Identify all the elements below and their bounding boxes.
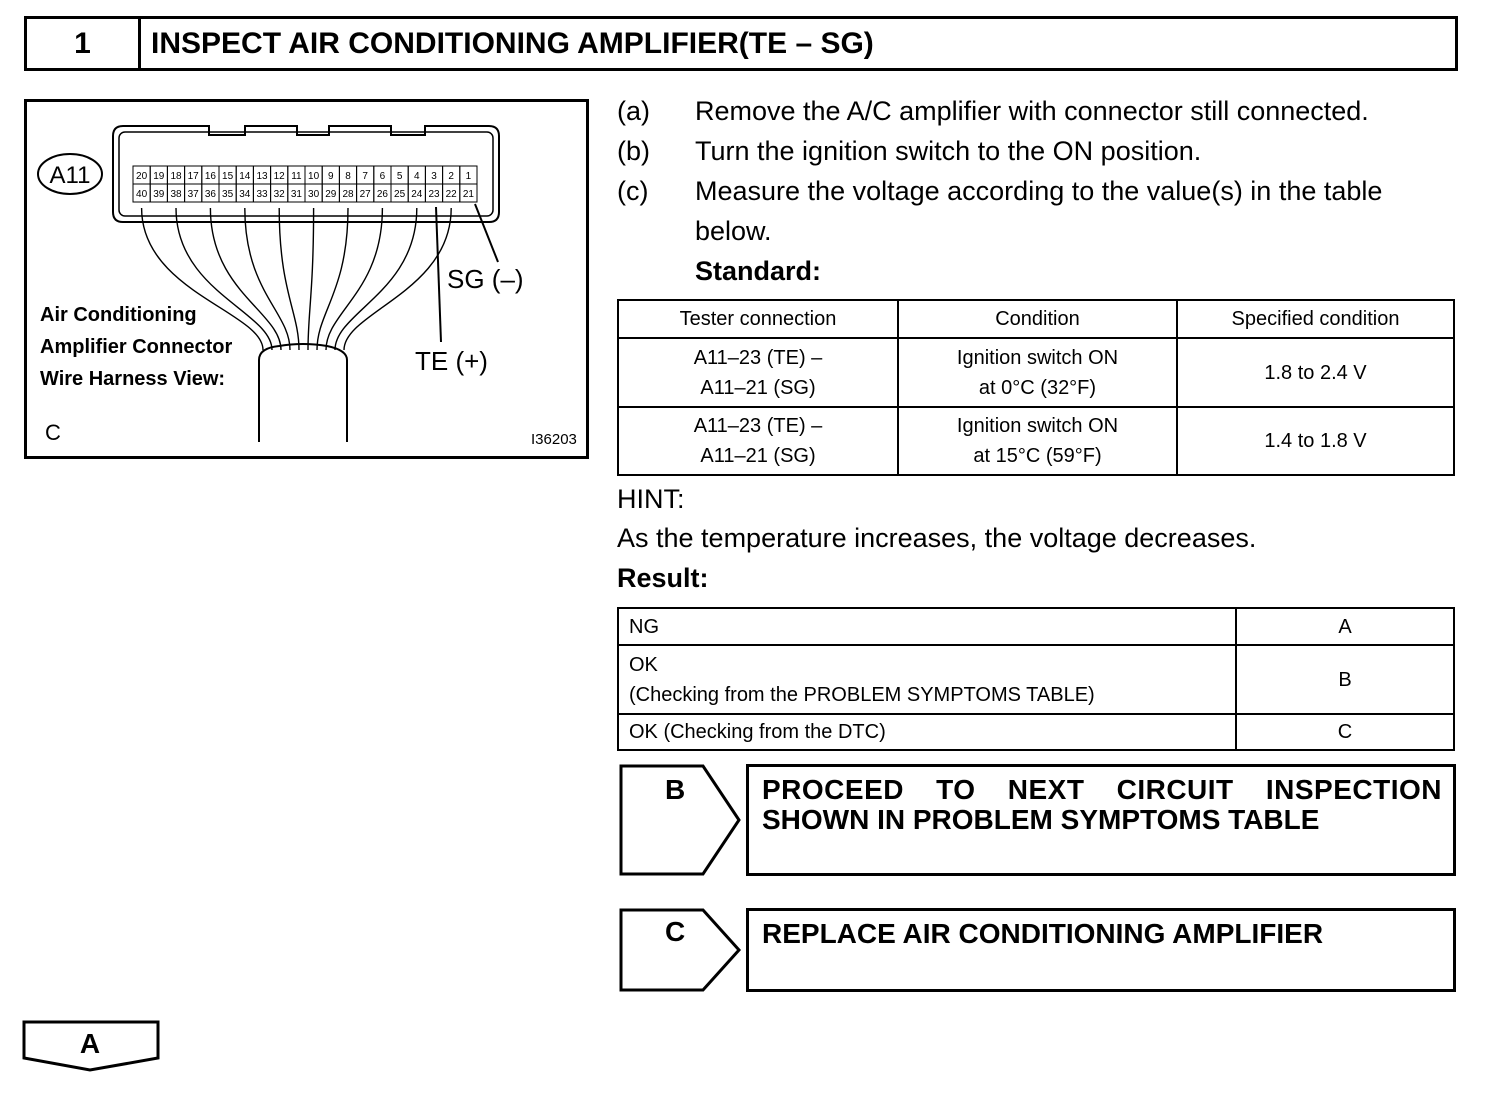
pin-number: 3 xyxy=(431,171,437,182)
col-header: Condition xyxy=(898,300,1177,338)
table-row xyxy=(618,645,1454,714)
branch-tag-c xyxy=(619,908,743,992)
step-b-letter: (b) xyxy=(617,136,650,166)
table-row xyxy=(618,338,1454,407)
spec-cell: 1.4 to 1.8 V xyxy=(1177,407,1454,475)
pin-number: 27 xyxy=(359,189,371,200)
pin-number: 32 xyxy=(273,189,285,200)
connector-figure xyxy=(24,99,589,459)
caption-line-2: Amplifier Connector xyxy=(40,336,233,358)
result-cell: NG xyxy=(618,608,1236,645)
pin-number: 11 xyxy=(291,171,302,182)
pin-number: 39 xyxy=(153,189,165,200)
step-header xyxy=(24,16,1458,71)
result-code-cell: C xyxy=(1236,714,1454,750)
sg-leader xyxy=(475,204,498,262)
hint-text: As the temperature increases, the voltage decreases. xyxy=(617,523,1257,553)
pin-number: 18 xyxy=(170,171,182,182)
tester-connection-cell: A11–23 (TE) – A11–21 (SG) xyxy=(618,407,898,475)
pin-number: 6 xyxy=(379,171,386,182)
pin-number: 29 xyxy=(325,189,337,200)
pin-number: 33 xyxy=(256,189,268,200)
pin-number: 28 xyxy=(342,189,354,200)
pin-number: 36 xyxy=(204,189,216,200)
action-text-line-1: PROCEED TO NEXT CIRCUIT INSPECTION xyxy=(762,774,1442,805)
action-text-line-2: SHOWN IN PROBLEM SYMPTOMS TABLE xyxy=(762,804,1320,835)
pin-number: 17 xyxy=(187,171,199,182)
pin-number: 22 xyxy=(445,189,457,200)
table-row xyxy=(618,608,1454,645)
condition-cell: Ignition switch ON at 15°C (59°F) xyxy=(898,407,1177,475)
col-header: Tester connection xyxy=(618,300,898,338)
sg-label: SG (–) xyxy=(447,264,524,294)
standard-label: Standard: xyxy=(695,256,822,286)
pin-number: 9 xyxy=(328,171,334,182)
pin-number: 8 xyxy=(345,171,351,182)
standard-table xyxy=(617,299,1455,476)
hint-label: HINT: xyxy=(617,484,685,514)
branch-tag-label: C xyxy=(665,916,686,947)
pin-number: 10 xyxy=(308,171,320,182)
pin-number: 14 xyxy=(239,171,251,182)
action-text-line-1: REPLACE AIR CONDITIONING AMPLIFIER xyxy=(762,918,1324,949)
col-header: Specified condition xyxy=(1177,300,1454,338)
result-code-cell: B xyxy=(1236,645,1454,714)
branch-tag-b xyxy=(619,764,743,876)
result-label: Result: xyxy=(617,563,709,593)
te-leader xyxy=(436,207,441,342)
step-number: 1 xyxy=(27,19,141,68)
te-label: TE (+) xyxy=(415,346,488,376)
pin-number: 4 xyxy=(414,171,420,182)
result-code-cell: A xyxy=(1236,608,1454,645)
step-a-text: Remove the A/C amplifier with connector still connected. xyxy=(695,96,1369,126)
wire xyxy=(279,208,299,350)
caption-line-3: Wire Harness View: xyxy=(40,368,226,390)
spec-cell: 1.8 to 2.4 V xyxy=(1177,338,1454,407)
action-box-b xyxy=(746,764,1456,876)
pin-number: 38 xyxy=(170,189,182,200)
pin-number: 13 xyxy=(256,171,268,182)
pin-number: 7 xyxy=(362,171,368,182)
pin-number: 15 xyxy=(222,171,234,182)
standard-table-header xyxy=(618,300,1454,338)
pin-number: 24 xyxy=(411,189,423,200)
pin-grid xyxy=(133,166,477,202)
pin-number: 12 xyxy=(273,171,285,182)
pin-number: 1 xyxy=(465,171,472,182)
pin-number: 2 xyxy=(448,171,454,182)
pin-number: 37 xyxy=(187,189,199,200)
pin-number: 30 xyxy=(308,189,320,200)
result-table xyxy=(617,607,1455,751)
next-step-tag-a xyxy=(22,1020,162,1074)
result-cell: OK (Checking from the PROBLEM SYMPTOMS TABLE) xyxy=(618,645,1236,714)
condition-cell: Ignition switch ON at 0°C (32°F) xyxy=(898,338,1177,407)
action-box-c xyxy=(746,908,1456,992)
step-c-text-cont: below. xyxy=(695,216,772,246)
wire xyxy=(344,208,451,350)
result-cell: OK (Checking from the DTC) xyxy=(618,714,1236,750)
table-row xyxy=(618,407,1454,475)
wire xyxy=(245,208,290,350)
harness-body xyxy=(259,344,347,442)
pin-number: 20 xyxy=(136,171,148,182)
step-c-letter: (c) xyxy=(617,176,649,206)
next-tag-label: A xyxy=(79,1028,101,1059)
tester-connection-cell: A11–23 (TE) – A11–21 (SG) xyxy=(618,338,898,407)
step-title: INSPECT AIR CONDITIONING AMPLIFIER(TE – SG) xyxy=(151,27,874,60)
connector-id-text: A11 xyxy=(49,162,91,189)
branch-tag-label: B xyxy=(665,774,686,805)
pin-number: 5 xyxy=(396,171,403,182)
pin-number: 21 xyxy=(462,189,474,200)
wire xyxy=(308,208,314,350)
pin-number: 23 xyxy=(428,189,440,200)
table-row xyxy=(618,714,1454,750)
caption-line-1: Air Conditioning xyxy=(40,304,197,326)
pin-number: 31 xyxy=(290,189,302,200)
step-a-letter: (a) xyxy=(617,96,650,126)
pin-number: 26 xyxy=(376,189,388,200)
step-b-text: Turn the ignition switch to the ON position. xyxy=(695,136,1202,166)
step-c-text: Measure the voltage according to the value(s) in the table xyxy=(695,176,1383,206)
corner-letter: C xyxy=(45,420,61,445)
pin-number: 19 xyxy=(153,171,165,182)
pin-number: 40 xyxy=(136,189,148,200)
pin-number: 25 xyxy=(394,189,406,200)
figure-code: I36203 xyxy=(531,431,577,448)
pin-number: 16 xyxy=(204,171,216,182)
pin-number: 35 xyxy=(222,189,234,200)
pin-number: 34 xyxy=(239,189,251,200)
